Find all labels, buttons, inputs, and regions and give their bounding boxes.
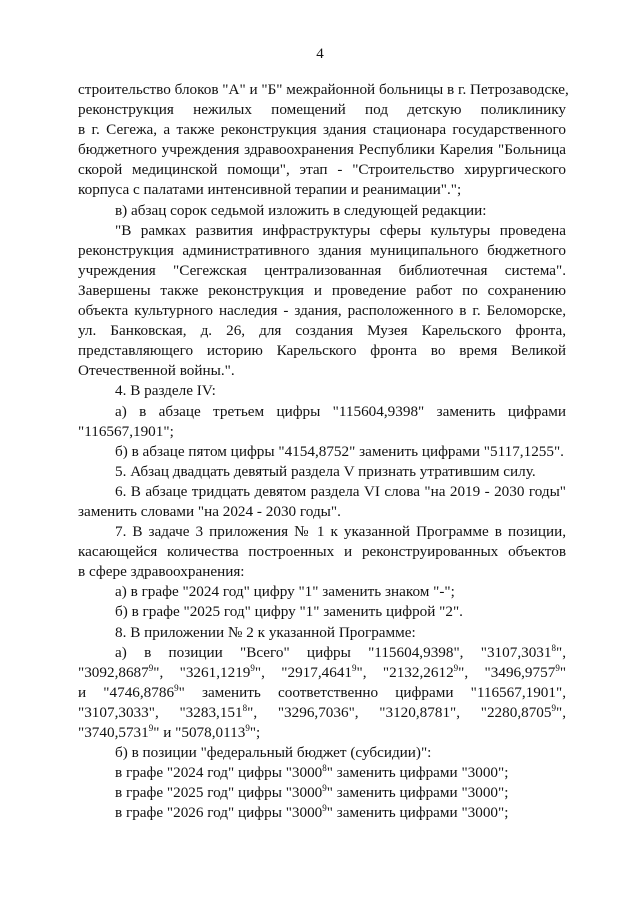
text-line (78, 241, 566, 261)
text-line (78, 582, 566, 602)
text-run: скорой медицинской помощи", этап - "Строительство хирургического (78, 161, 566, 179)
text-line (78, 221, 566, 241)
text-line (78, 361, 566, 381)
text-run: " и "5078,0113 (153, 724, 246, 741)
footnote-ref: 8 (551, 642, 556, 653)
text-line (78, 140, 566, 160)
text-run: касающейся количества построенных и реконструированных объектов (78, 543, 566, 561)
text-run: а) в графе "2024 год" цифру "1" заменить знаком "-"; (115, 583, 455, 601)
text-line (78, 321, 566, 341)
text-run: " (559, 663, 567, 681)
text-line (78, 542, 566, 562)
text-run: Отечественной войны.". (78, 362, 235, 380)
text-run: в графе "2024 год" цифры "3000 (115, 764, 323, 782)
text-line (78, 402, 566, 422)
text-run: 5. Абзац двадцать девятый раздела V признать утратившим силу. (115, 462, 536, 480)
text-line (78, 80, 569, 100)
text-run: учреждения "Сегежская централизованная библиотечная система". (78, 261, 566, 279)
footnote-ref: 8 (242, 702, 248, 713)
text-line (78, 502, 566, 522)
text-run: "3740,5731 (78, 724, 149, 741)
text-run: ", "3496,9757 (458, 663, 556, 681)
text-run: " заменить соответственно цифрами "116567,1901", (178, 683, 566, 701)
text-line (78, 160, 566, 180)
text-run: ", "3296,7036", "3120,8781", "2280,8705 (247, 703, 552, 721)
footnote-ref: 9 (352, 662, 357, 673)
text-run: "В рамках развития инфраструктуры сферы культуры проведена (115, 221, 566, 239)
text-line (78, 522, 566, 542)
text-run: 6. В абзаце тридцать девятом раздела VI слова "на 2019 - 2030 годы" (115, 482, 566, 500)
text-run: бюджетного учреждения здравоохранения Республики Карелия "Больница (78, 141, 566, 159)
page-number: 4 (316, 46, 324, 62)
text-line (78, 683, 566, 703)
text-line (78, 623, 566, 643)
footnote-ref: 9 (245, 723, 250, 733)
text-line (78, 703, 566, 723)
text-line (78, 663, 566, 683)
text-run: 8. В приложении № 2 к указанной Программе: (115, 623, 416, 641)
text-run: заменить словами "на 2024 - 2030 годы". (78, 502, 341, 520)
text-run: ", "3261,1219 (153, 663, 251, 681)
text-run: 7. В задаче 3 приложения № 1 к указанной Программе в позиции, (115, 523, 566, 541)
footnote-ref: 9 (250, 662, 255, 673)
text-run: б) в абзаце пятом цифры "4154,8752" заменить цифрами "5117,1255". (115, 442, 564, 460)
text-line (78, 100, 566, 120)
text-run: ", "2917,4641 (254, 663, 353, 681)
text-line (78, 723, 566, 743)
text-line (78, 422, 566, 442)
text-run: " заменить цифрами "3000"; (326, 764, 509, 782)
text-run: строительство блоков "А" и "Б" межрайонной больницы в г. Петрозаводске, (78, 81, 569, 98)
text-run: в сфере здравоохранения: (78, 563, 245, 581)
text-line (78, 462, 566, 482)
text-line (78, 643, 566, 663)
text-run: "116567,1901"; (78, 422, 174, 440)
text-run: б) в графе "2025 год" цифру "1" заменить цифрой "2". (115, 603, 463, 621)
text-run: а) в позиции "Всего" цифры "115604,9398", "3107,3031 (115, 643, 552, 661)
text-line (78, 281, 566, 301)
text-run: в графе "2025 год" цифры "3000 (115, 784, 323, 802)
text-run: реконструкция административного здания муниципального бюджетного (78, 241, 566, 259)
text-run: ", (556, 643, 566, 661)
text-run: а) в абзаце третьем цифры "115604,9398" заменить цифрами (115, 402, 566, 420)
footnote-ref: 9 (555, 662, 560, 673)
text-line (78, 201, 566, 221)
text-line (78, 442, 566, 462)
footnote-ref: 9 (148, 723, 154, 733)
text-line (78, 381, 566, 401)
text-run: Завершены также реконструкция и проведение работ по сохранению (78, 281, 566, 299)
text-line (78, 803, 566, 823)
footnote-ref: 9 (453, 662, 459, 673)
text-run: в) абзац сорок седьмой изложить в следующей редакции: (115, 201, 487, 219)
footnote-ref: 9 (322, 803, 327, 814)
footnote-ref: 9 (322, 783, 327, 794)
text-run: "3092,8687 (78, 663, 149, 681)
text-line (78, 301, 566, 321)
footnote-ref: 9 (148, 662, 154, 673)
text-run: "3107,3033", "3283,151 (78, 703, 243, 721)
text-line (78, 783, 566, 803)
text-run: ул. Банковская, д. 26, для создания Музея Карельского фронта, (78, 322, 566, 340)
text-run: ", "2132,2612 (356, 663, 454, 681)
text-run: реконструкция нежилых помещений под детскую поликлинику (78, 101, 566, 119)
text-run: объекта культурного наследия - здания, расположенного в г. Беломорске, (78, 302, 566, 320)
text-line (78, 341, 566, 361)
text-line (78, 482, 566, 502)
text-run: представляющего историю Карельского фронта во время Великой (78, 342, 566, 360)
footnote-ref: 9 (551, 702, 556, 713)
text-run: " заменить цифрами "3000"; (326, 784, 509, 802)
text-run: в графе "2026 год" цифры "3000 (115, 804, 323, 822)
text-line (78, 763, 566, 783)
text-run: в г. Сегежа, а также реконструкция здания стационара государственного (78, 121, 566, 139)
text-run: корпуса с палатами интенсивной терапии и реанимации"."; (78, 181, 462, 199)
text-run: "; (249, 724, 261, 741)
text-line (78, 743, 566, 763)
text-run: ", (556, 703, 566, 721)
text-run: " заменить цифрами "3000"; (326, 804, 509, 822)
text-line (78, 562, 566, 582)
text-line (78, 602, 566, 622)
text-line (78, 120, 566, 140)
footnote-ref: 8 (322, 763, 327, 774)
text-line (78, 180, 566, 200)
text-run: 4. В разделе IV: (115, 382, 216, 400)
document-body (78, 80, 569, 823)
text-run: и "4746,8786 (78, 683, 175, 701)
footnote-ref: 9 (174, 682, 179, 693)
text-run: б) в позиции "федеральный бюджет (субсидии)": (115, 744, 432, 762)
text-line (78, 261, 566, 281)
